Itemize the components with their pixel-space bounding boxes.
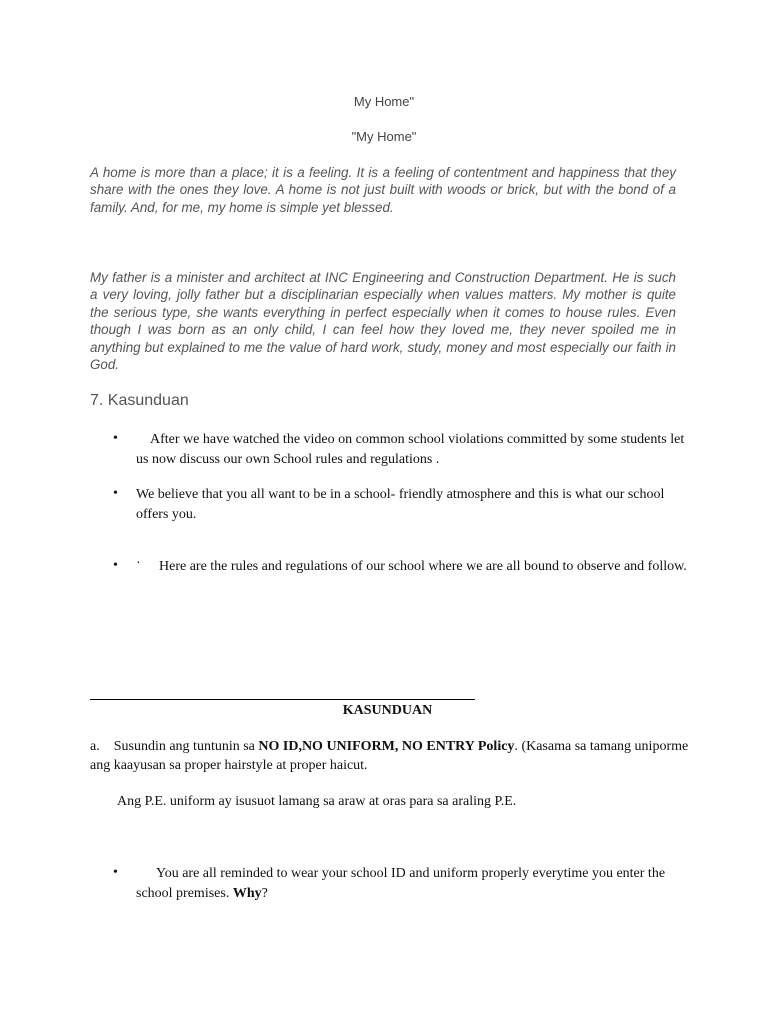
policy-item-a xyxy=(90,738,690,775)
bullet-marker: • xyxy=(113,431,118,446)
reminder-why: Why xyxy=(232,885,262,901)
divider-line xyxy=(90,699,475,700)
reminder-body: You are all reminded to wear your school ID and uniform properly everytime you enter the school premises. xyxy=(136,866,666,901)
item-rest: . (Kasama sa tamang uniporme ang kaayusan sa proper hairstyle at proper haicut. xyxy=(90,739,689,773)
bullet-marker: • xyxy=(113,558,118,573)
pe-uniform-note: Ang P.E. uniform ay isusuot lamang sa araw at oras para sa araling P.E. xyxy=(117,794,517,809)
bullet-marker: • xyxy=(113,865,118,880)
policy-name: NO ID,NO UNIFORM, NO ENTRY Policy xyxy=(258,739,515,754)
bullet-text: Here are the rules and regulations of our school where we are all bound to observe and follow. xyxy=(159,559,687,574)
kasunduan-title: KASUNDUAN xyxy=(342,703,433,718)
reminder-end: ? xyxy=(261,885,268,901)
section-heading: 7. Kasunduan xyxy=(90,392,189,409)
bullet-text: We believe that you all want to be in a school- friendly atmosphere and this is what our school offers you. xyxy=(136,487,665,522)
intro-paragraph-1: A home is more than a place; it is a feeling. It is a feeling of contentment and happiness that they share with the ones they love. A home is not just built with woods or brick, but with the bond of a family. And, for me, my home is simple yet blessed. xyxy=(90,165,676,215)
bullet-marker: • xyxy=(113,486,118,501)
subtitle: My Home" xyxy=(353,94,415,109)
page-title: "My Home" xyxy=(351,129,417,144)
intro-paragraph-2: My father is a minister and architect at INC Engineering and Construction Department. He is such a very loving, jolly father but a disciplinarian especially when values matters. My mother is quite the serious type, she wants everything in perfect especially when it comes to house rules. Even though I was born as an only child, I can feel how they loved me, they never spoiled me in anything but explained to me the value of hard work, study, money and most especially our faith in God. xyxy=(90,270,676,373)
item-lead: Susundin ang tuntunin sa xyxy=(113,739,259,754)
bullet-text: After we have watched the video on common school violations committed by some students let us now discuss our own School rules and regulations . xyxy=(136,432,685,467)
bullet-prefix: · xyxy=(136,556,141,571)
item-label: a. xyxy=(90,739,100,754)
reminder-text xyxy=(136,864,696,903)
